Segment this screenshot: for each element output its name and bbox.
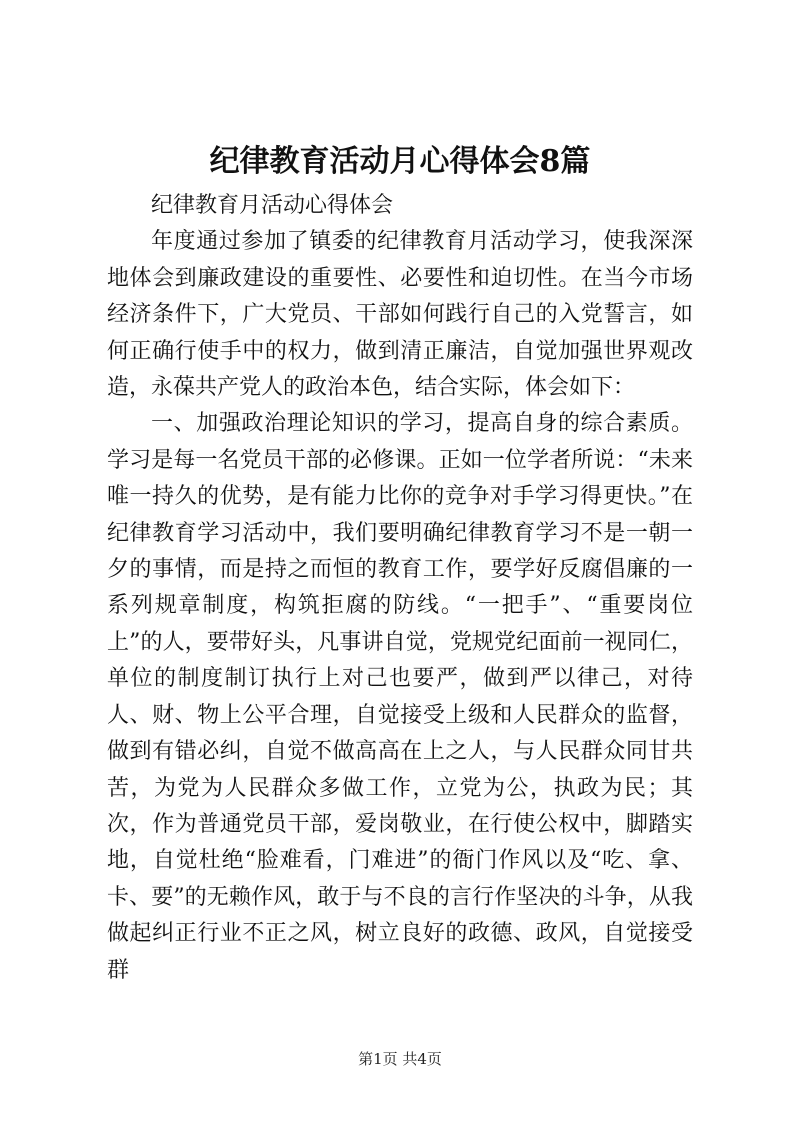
- document-body: [107, 188, 693, 989]
- subtitle-paragraph: 纪律教育月活动心得体会: [151, 193, 394, 218]
- document-title: 纪律教育活动月心得体会8篇: [209, 144, 591, 179]
- intro-paragraph: 年度通过参加了镇委的纪律教育月活动学习，使我深深地体会到廉政建设的重要性、必要性和迫切性。在当今市场经济条件下，广大党员、干部如何践行自己的入党誓言，如何正确行使手中的权力，做到清正廉洁，自觉加强世界观改造，永葆共产党人的政治本色，结合实际，体会如下：: [107, 229, 693, 401]
- section-one-paragraph: 一、加强政治理论知识的学习，提高自身的综合素质。学习是每一名党员干部的必修课。正如一位学者所说：“未来唯一持久的优势，是有能力比你的竞争对手学习得更快。”在纪律教育学习活动中，我们要明确纪律教育学习不是一朝一夕的事情，而是持之而恒的教育工作，要学好反腐倡廉的一系列规章制度，构筑拒腐的防线。“一把手”、“重要岗位上”的人，要带好头，凡事讲自觉，党规党纪面前一视同仁，单位的制度制订执行上对己也要严，做到严以律己，对待人、财、物上公平合理，自觉接受上级和人民群众的监督，做到有错必纠，自觉不做高高在上之人，与人民群众同甘共苦，为党为人民群众多做工作，立党为公，执政为民；其次，作为普通党员干部，爱岗敬业，在行使公权中，脚踏实地，自觉杜绝“脸难看，门难进”的衙门作风以及“吃、拿、卡、要”的无赖作风，敢于与不良的言行作坚决的斗争，从我做起纠正行业不正之风，树立良好的政德、政风，自觉接受群: [107, 411, 693, 983]
- page-number-footer: 第1页 共4页: [358, 1050, 442, 1068]
